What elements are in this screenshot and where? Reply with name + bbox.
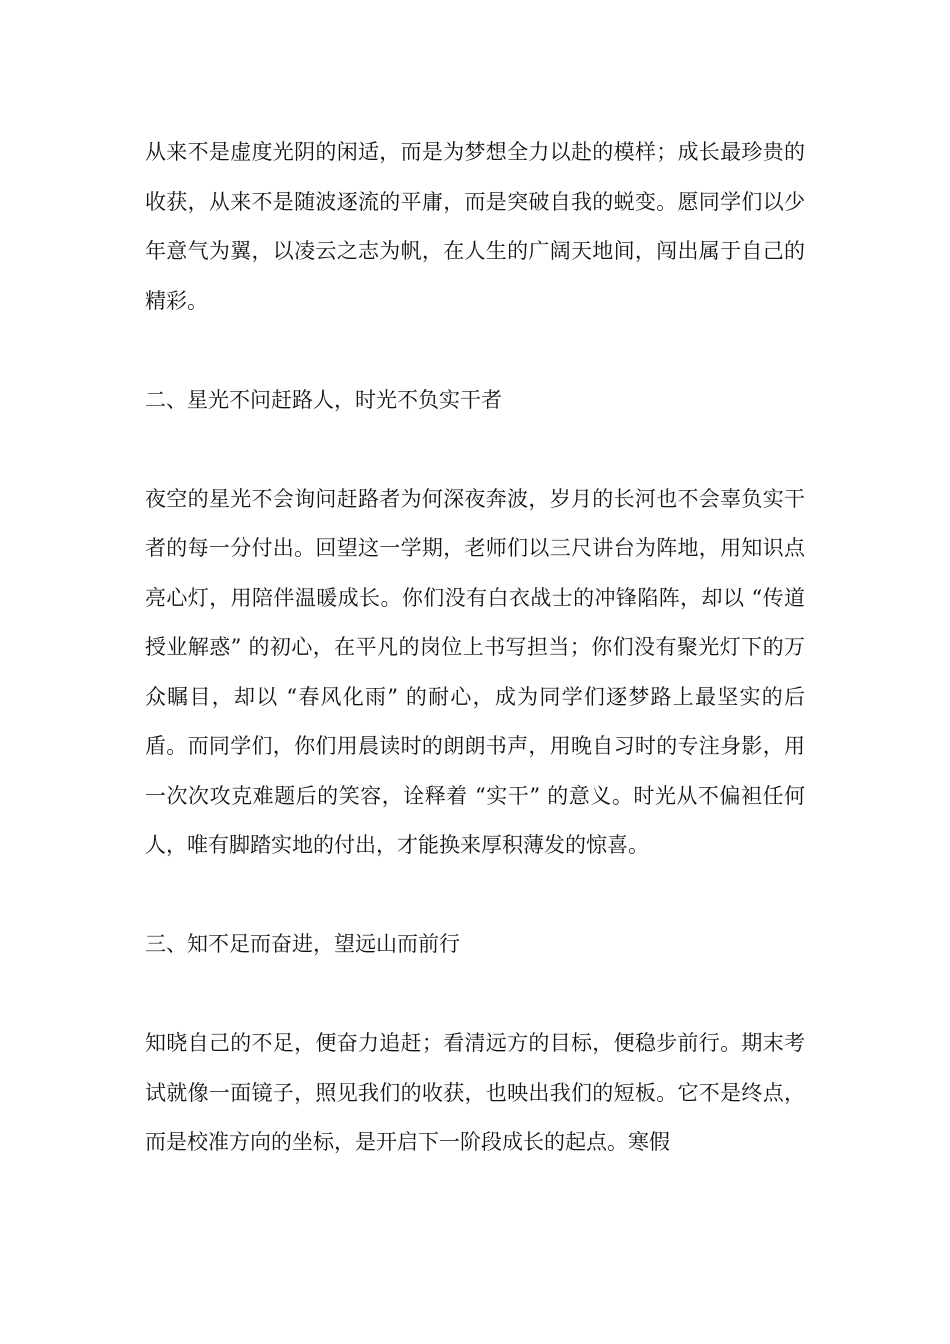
section-3-paragraph: 知晓自己的不足，便奋力追赶；看清远方的目标，便稳步前行。期末考试就像一面镜子，照见我们的收获，也映出我们的短板。它不是终点，而是校准方向的坐标，是开启下一阶段成长的起点。寒假 <box>145 1031 805 1154</box>
document-body <box>145 128 805 1168</box>
paragraph-spacer <box>145 970 805 1020</box>
paragraph-continuation: 从来不是虚度光阴的闲适，而是为梦想全力以赴的模样；成长最珍贵的收获，从来不是随波逐流的平庸，而是突破自我的蜕变。愿同学们以少年意气为翼，以凌云之志为帆，在人生的广阔天地间，闯出属于自己的精彩。 <box>145 140 805 313</box>
section-2-paragraph: 夜空的星光不会询问赶路者为何深夜奔波，岁月的长河也不会辜负实干者的每一分付出。回望这一学期，老师们以三尺讲台为阵地，用知识点亮心灯，用陪伴温暖成长。你们没有白衣战士的冲锋陷阵，却以 “传道授业解惑” 的初心，在平凡的岗位上书写担当；你们没有聚光灯下的万众瞩目，却以 “春风化雨” 的耐心，成为同学们逐梦路上最坚实的后盾。而同学们，你们用晨读时的朗朗书声，用晚自习时的专注身影，用一次次攻克难题后的笑容，诠释着 “实干” 的意义。时光从不偏袒任何人，唯有脚踏实地的付出，才能换来厚积薄发的惊喜。 <box>145 486 805 857</box>
paragraph-spacer <box>145 871 805 921</box>
section-heading-3: 三、知不足而奋进，望远山而前行 <box>145 932 460 956</box>
paragraph-spacer <box>145 425 805 475</box>
paragraph-spacer <box>145 326 805 376</box>
section-heading-2: 二、星光不问赶路人，时光不负实干者 <box>145 387 502 412</box>
